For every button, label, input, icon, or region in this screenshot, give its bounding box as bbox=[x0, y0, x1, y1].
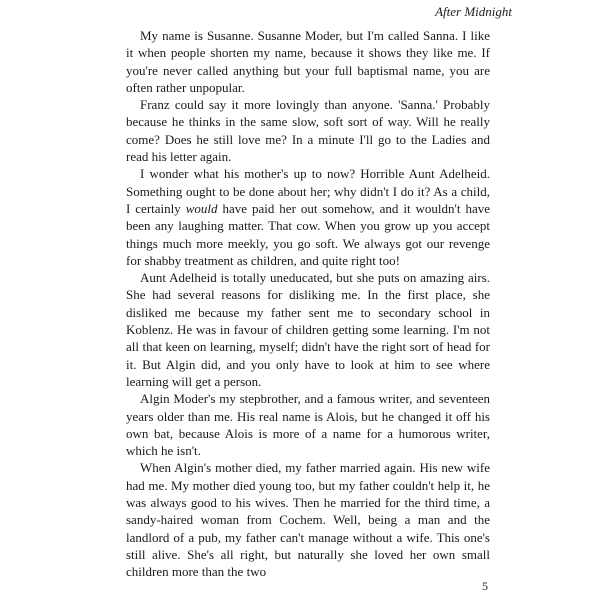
paragraph-3-part-2: have paid her out somehow, and it wouldn't have been any laughing matter. That cow. When you grow up you accept things much more meekly, you go soft. We always got our revenge for shabby treatment as children, and quite right too! bbox=[126, 200, 490, 268]
paragraph-1: My name is Susanne. Susanne Moder, but I'm called Sanna. I like it when people shorten my name, because it shows they like me. If you're never called anything but your full baptismal name, you are often rather unpopular. bbox=[126, 28, 490, 95]
paragraph-6: When Algin's mother died, my father married again. His new wife had me. My mother died young too, but my father couldn't help it, he was always good to his wives. Then he married for the third time, a sandy-haired woman from Cochem. Well, being a man and the landlord of a pub, my father can't manage without a wife. This one's still alive. She's all right, but naturally she loved her own small children more than the two bbox=[126, 460, 490, 580]
paragraph-3-emphasis: would bbox=[185, 200, 218, 216]
paragraph-3 bbox=[126, 165, 490, 269]
paragraph-2: Franz could say it more lovingly than anyone. 'Sanna.' Probably because he thinks in the same slow, soft sort of way. Will he really come? Does he still love me? In a minute I'll go to the Ladies and read his letter again. bbox=[126, 97, 490, 165]
paragraph-5: Algin Moder's my stepbrother, and a famous writer, and seventeen years older than me. His real name is Alois, but he changed it off his own bat, because Alois is more of a name for a humorous writer, which he isn't. bbox=[126, 391, 490, 459]
running-head-title: After Midnight bbox=[435, 4, 512, 19]
paragraph-4: Aunt Adelheid is totally uneducated, but she puts on amazing airs. She had several reasons for disliking me. In the first place, she disliked me because my father sent me to secondary school in Koblenz. He was in favour of children getting some learning. I'm not all that keen on learning, myself; didn't have the right sort of head for it. But Algin did, and you only have to look at him to see where learning will get a person. bbox=[126, 270, 490, 389]
body-text bbox=[126, 27, 490, 581]
paragraph-3-part-1: I wonder what his mother's up to now? Horrible Aunt Adelheid. Something ought to be done about her; why didn't I do it? As a child, I certainly bbox=[126, 166, 490, 216]
page-number: 5 bbox=[482, 579, 488, 593]
